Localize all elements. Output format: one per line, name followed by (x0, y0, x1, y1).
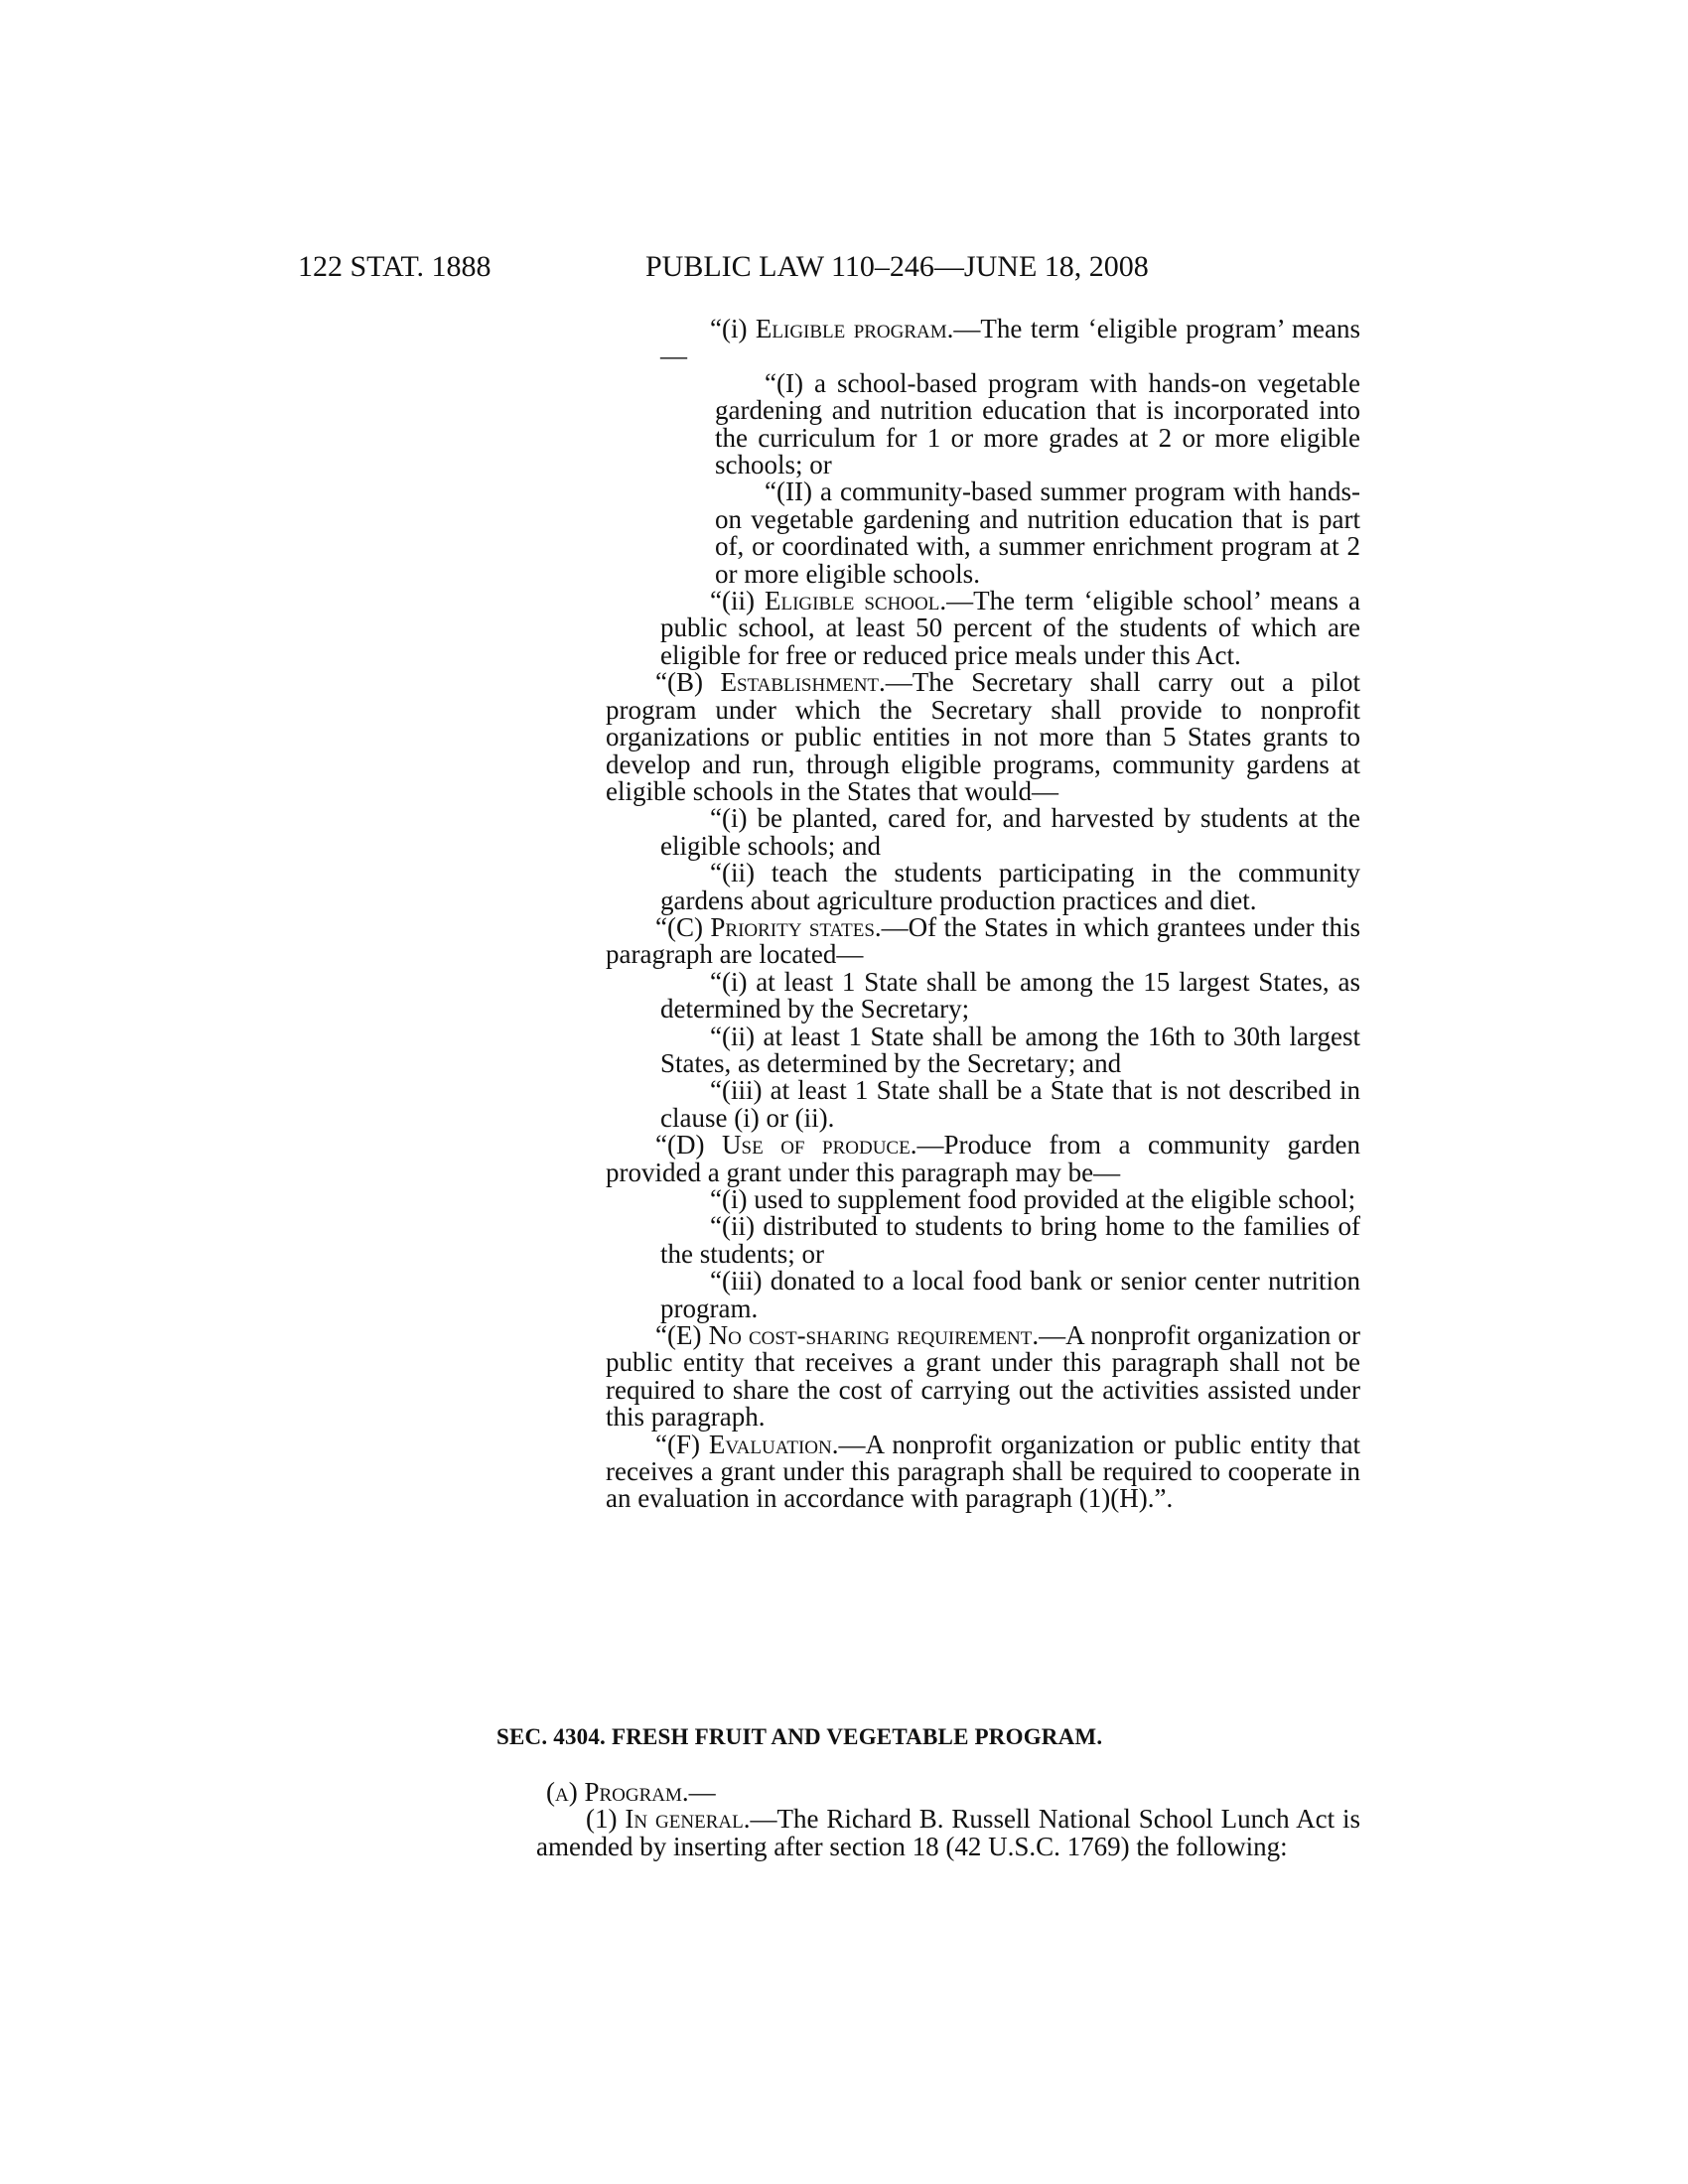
clause-i-largest-states (606, 966, 1360, 1024)
paragraph-heading: Establishment (720, 667, 880, 698)
paragraph-heading: Priority states (710, 911, 875, 942)
paragraph-text: “(iii) at least 1 State shall be a State that is not described in clause (i) or (ii). (660, 1075, 1360, 1133)
paragraph-text: .—The term ‘eligible school’ means a public school, at least 50 percent of the students of which are eligible for free or reduced price meals under this Act. (660, 586, 1360, 670)
paragraph-text: .—A nonprofit organization or public entity that receives a grant under this paragraph shall be required to cooperate in an evaluation in accordance with paragraph (1)(H).”. (606, 1429, 1360, 1514)
subsection-dash: .— (681, 1777, 716, 1807)
public-law-title: PUBLIC LAW 110–246—JUNE 18, 2008 (645, 250, 1149, 283)
statute-page-number: 122 STAT. 1888 (298, 250, 492, 283)
subparagraph-E-no-cost-sharing (606, 1322, 1360, 1432)
subsection-heading: (a) Program (546, 1777, 682, 1807)
paragraph-lead: “(D) (655, 1130, 722, 1160)
paragraph-text: “(I) a school-based program with hands-on vegetable gardening and nutrition education that is incorporated into the curriculum for 1 or more grades at 2 or more eligible schools; or (715, 367, 1360, 480)
subclause-II (606, 478, 1360, 588)
paragraph-text: .—Of the States in which grantees under this paragraph are located— (606, 911, 1360, 970)
paragraph-heading: Eligible program (755, 314, 947, 343)
clause-i-eligible-program (606, 316, 1360, 370)
paragraph-heading: Use of produce (722, 1130, 911, 1160)
paragraph-lead: “(i) (710, 314, 756, 343)
paragraph-text: .—A nonprofit organization or public entity that receives a grant under this paragraph shall not be required to share the cost of carrying out the activities assisted under this paragraph. (606, 1320, 1360, 1433)
section-heading: SEC. 4304. FRESH FRUIT AND VEGETABLE PROGRAM. (496, 1724, 1103, 1749)
subparagraph-B-establishment (606, 669, 1360, 805)
paragraph-text: .—The Richard B. Russell National School Lunch Act is amended by inserting after section 18 (42 U.S.C. 1769) the following: (536, 1804, 1360, 1861)
paragraph-lead: “(F) (655, 1429, 709, 1459)
paragraph-heading: Eligible school (764, 586, 940, 616)
subsection-a-program (536, 1779, 1360, 1806)
clause-iii-donated (606, 1268, 1360, 1322)
paragraph-text: .—The Secretary shall carry out a pilot program under which the Secretary shall provide to nonprofit organizations or public entities in not more than 5 States grants to develop and run, through eligible programs, community gardens at eligible schools in the States that would— (606, 667, 1360, 806)
paragraph-lead: “(C) (655, 911, 711, 942)
paragraph-lead: “(E) (655, 1320, 709, 1351)
paragraph-text: “(ii) teach the students participating in the community gardens about agriculture production practices and diet. (660, 858, 1360, 915)
paragraph-text: “(II) a community-based summer program with hands-on vegetable gardening and nutrition education that is part of, or coordinated with, a summer enrichment program at 2 or more eligible schools. (715, 477, 1360, 589)
clause-i-supplement-food (606, 1186, 1360, 1213)
paragraph-text: “(iii) donated to a local food bank or senior center nutrition program. (660, 1266, 1360, 1323)
paragraph-text: “(i) be planted, cared for, and harvested by students at the eligible schools; and (660, 803, 1360, 861)
paragraph-1-in-general (536, 1806, 1360, 1860)
paragraph-text: “(ii) at least 1 State shall be among the 16th to 30th largest States, as determined by the Secretary; and (660, 1021, 1360, 1078)
clause-ii-16th-30th-states (606, 1021, 1360, 1078)
paragraph-lead: (1) (586, 1804, 626, 1835)
subparagraph-F-evaluation (606, 1429, 1360, 1514)
section-body (536, 1779, 1360, 1860)
paragraph-lead: “(ii) (710, 586, 765, 616)
paragraph-heading: Evaluation (708, 1429, 832, 1459)
paragraph-text: “(i) used to supplement food provided at the eligible school; (710, 1184, 1356, 1214)
paragraph-text: .—Produce from a community garden provided a grant under this paragraph may be— (606, 1130, 1360, 1187)
page-header (298, 247, 1271, 287)
clause-iii-other-state (606, 1077, 1360, 1132)
subclause-I (606, 367, 1360, 480)
paragraph-lead: “(B) (655, 667, 721, 698)
paragraph-text: “(ii) distributed to students to bring home to the families of the students; or (660, 1211, 1360, 1269)
subparagraph-D-use-of-produce (606, 1132, 1360, 1186)
paragraph-heading: In general (625, 1804, 744, 1835)
subparagraph-C-priority-states (606, 911, 1360, 970)
clause-i-planted (606, 805, 1360, 860)
statute-body (606, 316, 1360, 1513)
clause-ii-teach (606, 860, 1360, 914)
clause-ii-distributed (606, 1213, 1360, 1268)
clause-ii-eligible-school (606, 588, 1360, 669)
paragraph-heading: No cost-sharing requirement (708, 1320, 1033, 1351)
paragraph-text: .—The term ‘eligible program’ means— (660, 314, 1360, 371)
paragraph-text: “(i) at least 1 State shall be among the 15 largest States, as determined by the Secretary; (660, 966, 1360, 1024)
